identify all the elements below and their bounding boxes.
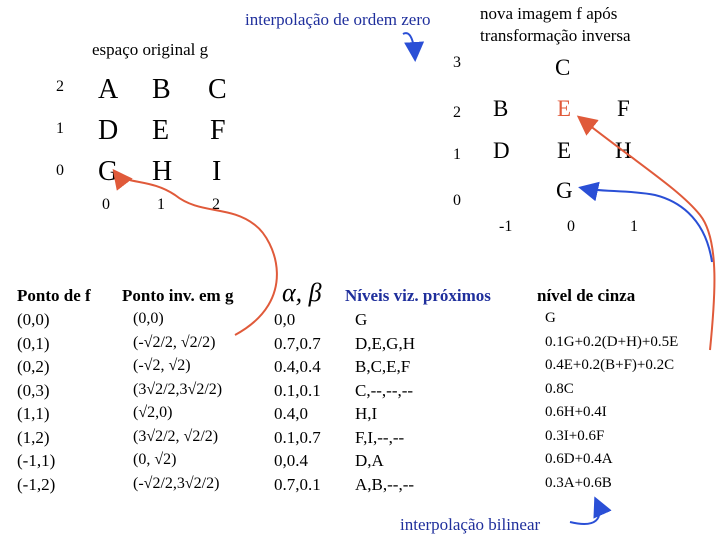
cell-alpha-beta: 0,0 — [274, 310, 296, 329]
grid-letter-C: C — [208, 74, 227, 105]
left-col-label: 1 — [157, 196, 165, 213]
cell-ponto-g: (0,0) — [133, 310, 164, 327]
cell-ponto-f: (0,1) — [17, 333, 50, 353]
grid-letter-D: D — [98, 115, 119, 146]
grid-letter-F: F — [210, 115, 226, 146]
cell-ponto-f: (1,1) — [17, 404, 50, 423]
grid-letter-H: H — [152, 156, 173, 187]
cell-ponto-g: (-√2, √2) — [133, 357, 191, 374]
cell-ponto-f: (-1,2) — [17, 474, 56, 494]
interp-bilinear-label: interpolação bilinear — [400, 515, 541, 534]
right-row-label: 0 — [453, 192, 461, 209]
cell-ponto-f: (-1,1) — [17, 451, 56, 470]
grid-letter-B: B — [152, 74, 171, 105]
right-row-label: 2 — [453, 104, 461, 121]
new-letter-B: B — [493, 96, 509, 121]
new-image-label-2: transformação inversa — [480, 26, 631, 45]
right-col-label: -1 — [499, 218, 513, 235]
left-col-label: 2 — [212, 196, 220, 213]
cell-ponto-g: (3√2/2,3√2/2) — [133, 380, 223, 398]
cell-ponto-g: (-√2/2,3√2/2) — [133, 474, 220, 492]
right-row-label: 3 — [453, 54, 461, 71]
curved-arrow-icon — [582, 188, 712, 262]
curved-arrow-icon — [115, 172, 277, 335]
right-col-label: 0 — [567, 218, 575, 235]
new-letter-E: E — [557, 138, 572, 163]
left-row-label: 2 — [56, 78, 64, 95]
new-letter-H: H — [615, 138, 632, 163]
left-col-label: 0 — [102, 196, 110, 213]
curved-arrow-icon — [570, 500, 599, 524]
cell-nivel-cinza: G — [545, 310, 556, 326]
left-row-label: 0 — [56, 162, 64, 179]
grid-letter-A: A — [98, 74, 119, 105]
cell-nivel-cinza: 0.3I+0.6F — [545, 427, 605, 444]
cell-ponto-g: (3√2/2, √2/2) — [133, 427, 219, 445]
header-nivel-cinza: nível de cinza — [537, 286, 636, 305]
cell-niveis-viz: C,--,--,-- — [355, 380, 414, 400]
cell-nivel-cinza: 0.3A+0.6B — [545, 474, 612, 491]
interp-zero-label: interpolação de ordem zero — [245, 10, 431, 29]
new-letter-G: G — [556, 178, 573, 203]
grid-letter-I: I — [212, 156, 222, 187]
cell-alpha-beta: 0.1,0.7 — [274, 427, 321, 447]
new-letter-F: F — [617, 96, 630, 121]
cell-ponto-g: (-√2/2, √2/2) — [133, 333, 216, 351]
curved-arrow-icon — [580, 118, 714, 350]
new-letter-E: E — [557, 96, 572, 121]
cell-niveis-viz: B,C,E,F — [355, 357, 411, 376]
cell-nivel-cinza: 0.8C — [545, 380, 574, 397]
cell-alpha-beta: 0.7,0.7 — [274, 333, 321, 353]
cell-niveis-viz: F,I,--,-- — [355, 427, 405, 447]
cell-ponto-f: (0,0) — [17, 310, 50, 329]
cell-ponto-f: (0,3) — [17, 380, 50, 400]
original-space-label: espaço original g — [92, 40, 209, 59]
cell-ponto-g: (0, √2) — [133, 451, 177, 468]
header-ponto-f: Ponto de f — [17, 286, 91, 305]
cell-ponto-g: (√2,0) — [133, 404, 173, 421]
cell-nivel-cinza: 0.4E+0.2(B+F)+0.2C — [545, 357, 675, 373]
right-row-label: 1 — [453, 146, 461, 163]
cell-alpha-beta: 0.7,0.1 — [274, 474, 321, 494]
curved-arrow-icon — [403, 33, 415, 58]
cell-alpha-beta: 0.1,0.1 — [274, 380, 321, 400]
new-letter-C: C — [555, 55, 571, 80]
cell-nivel-cinza: 0.6D+0.4A — [545, 451, 613, 467]
cell-niveis-viz: D,E,G,H — [355, 333, 415, 353]
cell-alpha-beta: 0.4,0.4 — [274, 357, 321, 376]
cell-ponto-f: (1,2) — [17, 427, 50, 447]
cell-nivel-cinza: 0.1G+0.2(D+H)+0.5E — [545, 333, 679, 350]
new-image-label-1: nova imagem f após — [480, 4, 618, 23]
header-alpha-beta: α, β — [282, 278, 322, 307]
cell-niveis-viz: G — [355, 310, 368, 329]
cell-niveis-viz: D,A — [355, 451, 384, 470]
cell-alpha-beta: 0,0.4 — [274, 451, 308, 470]
right-col-label: 1 — [630, 218, 638, 235]
left-row-label: 1 — [56, 120, 64, 137]
header-niveis: Níveis viz. próximos — [345, 286, 491, 305]
cell-ponto-f: (0,2) — [17, 357, 50, 376]
cell-niveis-viz: A,B,--,-- — [355, 474, 415, 494]
new-letter-D: D — [493, 138, 510, 163]
header-ponto-inv: Ponto inv. em g — [122, 286, 234, 305]
cell-nivel-cinza: 0.6H+0.4I — [545, 404, 607, 420]
cell-alpha-beta: 0.4,0 — [274, 404, 308, 423]
grid-letter-G: G — [98, 156, 119, 187]
cell-niveis-viz: H,I — [355, 404, 378, 423]
grid-letter-E: E — [152, 115, 170, 146]
